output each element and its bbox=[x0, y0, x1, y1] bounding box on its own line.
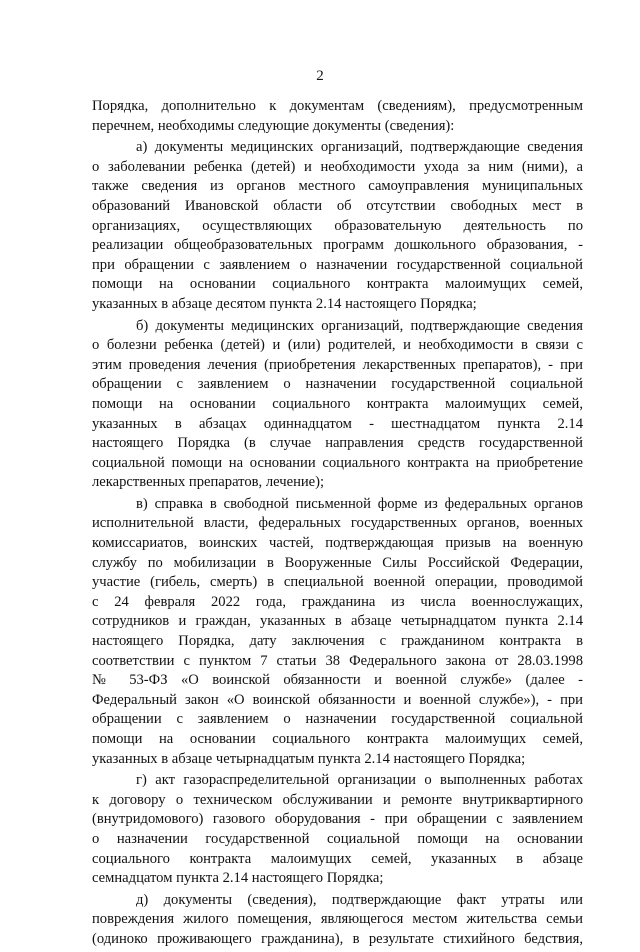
item-g-paragraph bbox=[92, 771, 583, 889]
page-number: 2 bbox=[316, 68, 324, 84]
text-line: о болезни ребенка (детей) и (или) родителей, и необходимости в связи с bbox=[92, 337, 583, 354]
text-line: настоящего Порядка (в случае направления средств государственной bbox=[92, 435, 583, 452]
text-line: участие (гибель, смерть) в специальной военной операции, проводимой bbox=[92, 574, 583, 591]
text-line: г) акт газораспределительной организации о выполненных работах bbox=[136, 772, 583, 789]
text-line: настоящего Порядка, дату заключения с гражданином контракта в bbox=[92, 633, 583, 650]
text-line: в) справка в свободной письменной форме из федеральных органов bbox=[136, 495, 583, 512]
text-line: д) документы (сведения), подтверждающие факт утраты или bbox=[136, 891, 583, 908]
text-line: образований Ивановской области об отсутствии свободных мест в bbox=[92, 197, 583, 214]
text-line: комиссариатов, воинских частей, подтверждающая призыв на военную bbox=[92, 535, 583, 552]
text-line: о назначении государственной социальной помощи на основании bbox=[92, 830, 583, 847]
text-line: о заболевании ребенка (детей) и необходимости ухода за ним (ними), а bbox=[92, 158, 583, 175]
text-line: обращении с заявлением о назначении государственной социальной bbox=[92, 711, 583, 728]
text-line: исполнительной власти, федеральных государственных органов, военных bbox=[92, 515, 583, 532]
item-v-paragraph bbox=[92, 495, 583, 769]
text-line: помощи на основании социального контракта малоимущих семей, bbox=[92, 276, 583, 293]
text-line: перечнем, необходимы следующие документы (сведения): bbox=[92, 117, 455, 134]
text-line: социальной помощи на основании социального контракта на приобретение bbox=[92, 454, 583, 471]
text-line: реализации общеобразовательных программ дошкольного образования, - bbox=[92, 237, 583, 254]
text-line: Порядка, дополнительно к документам (сведениям), предусмотренным bbox=[92, 98, 583, 114]
text-line: службу по мобилизации в Вооруженные Силы Российской Федерации, bbox=[92, 554, 583, 571]
text-line: социального контракта малоимущих семей, указанных в абзаце bbox=[92, 850, 583, 867]
text-line: организациях, осуществляющих образовательную деятельность по bbox=[92, 217, 583, 234]
text-line: помощи на основании социального контракта малоимущих семей, bbox=[92, 395, 583, 412]
text-line: (одиноко проживающего гражданина), в результате стихийного бедствия, bbox=[92, 930, 583, 947]
text-line: указанных в абзаце четырнадцатым пункта 2.14 настоящего Порядка; bbox=[92, 750, 526, 767]
text-line: обращении с заявлением о назначении государственной социальной bbox=[92, 376, 583, 393]
text-line: а) документы медицинских организаций, подтверждающие сведения bbox=[136, 139, 583, 156]
text-line: б) документы медицинских организаций, подтверждающие сведения bbox=[136, 317, 583, 334]
text-line: помощи на основании социального контракта малоимущих семей, bbox=[92, 731, 583, 747]
text-line: к договору о техническом обслуживании и ремонте внутриквартирного bbox=[92, 791, 583, 808]
text-line: этим проведения лечения (приобретения лекарственных препаратов), - при bbox=[92, 356, 583, 373]
text-line: указанных в абзаце десятом пункта 2.14 настоящего Порядка; bbox=[92, 295, 477, 312]
text-line: семнадцатом пункта 2.14 настоящего Порядка; bbox=[92, 870, 384, 887]
text-line: повреждения жилого помещения, являющегося местом жительства семьи bbox=[92, 911, 583, 928]
text-line: лекарственных препаратов, лечение); bbox=[92, 474, 325, 491]
item-a-paragraph bbox=[92, 138, 583, 314]
text-line: (внутридомового) газового оборудования - при обращении с заявлением bbox=[92, 811, 583, 828]
text-line: также сведения из органов местного самоуправления муниципальных bbox=[92, 178, 583, 195]
intro-paragraph bbox=[92, 97, 583, 136]
item-d-paragraph bbox=[92, 891, 583, 950]
text-line: с 24 февраля 2022 года, гражданина из числа военнослужащих, bbox=[92, 593, 583, 610]
item-b-paragraph bbox=[92, 317, 583, 493]
document-body bbox=[92, 97, 583, 952]
text-line: № 53-ФЗ «О воинской обязанности и военной службе» (далее - bbox=[92, 672, 583, 689]
text-line: при обращении с заявлением о назначении государственной социальной bbox=[92, 256, 583, 273]
text-line: соответствии с пунктом 7 статьи 38 Федерального закона от 28.03.1998 bbox=[92, 652, 583, 669]
text-line: указанных в абзацах одиннадцатом - шестнадцатом пункта 2.14 bbox=[92, 415, 583, 432]
text-line: сотрудников и граждан, указанных в абзаце четырнадцатом пункта 2.14 bbox=[92, 613, 583, 630]
text-line: Федеральный закон «О воинской обязанности и военной службе»), - при bbox=[92, 691, 583, 708]
